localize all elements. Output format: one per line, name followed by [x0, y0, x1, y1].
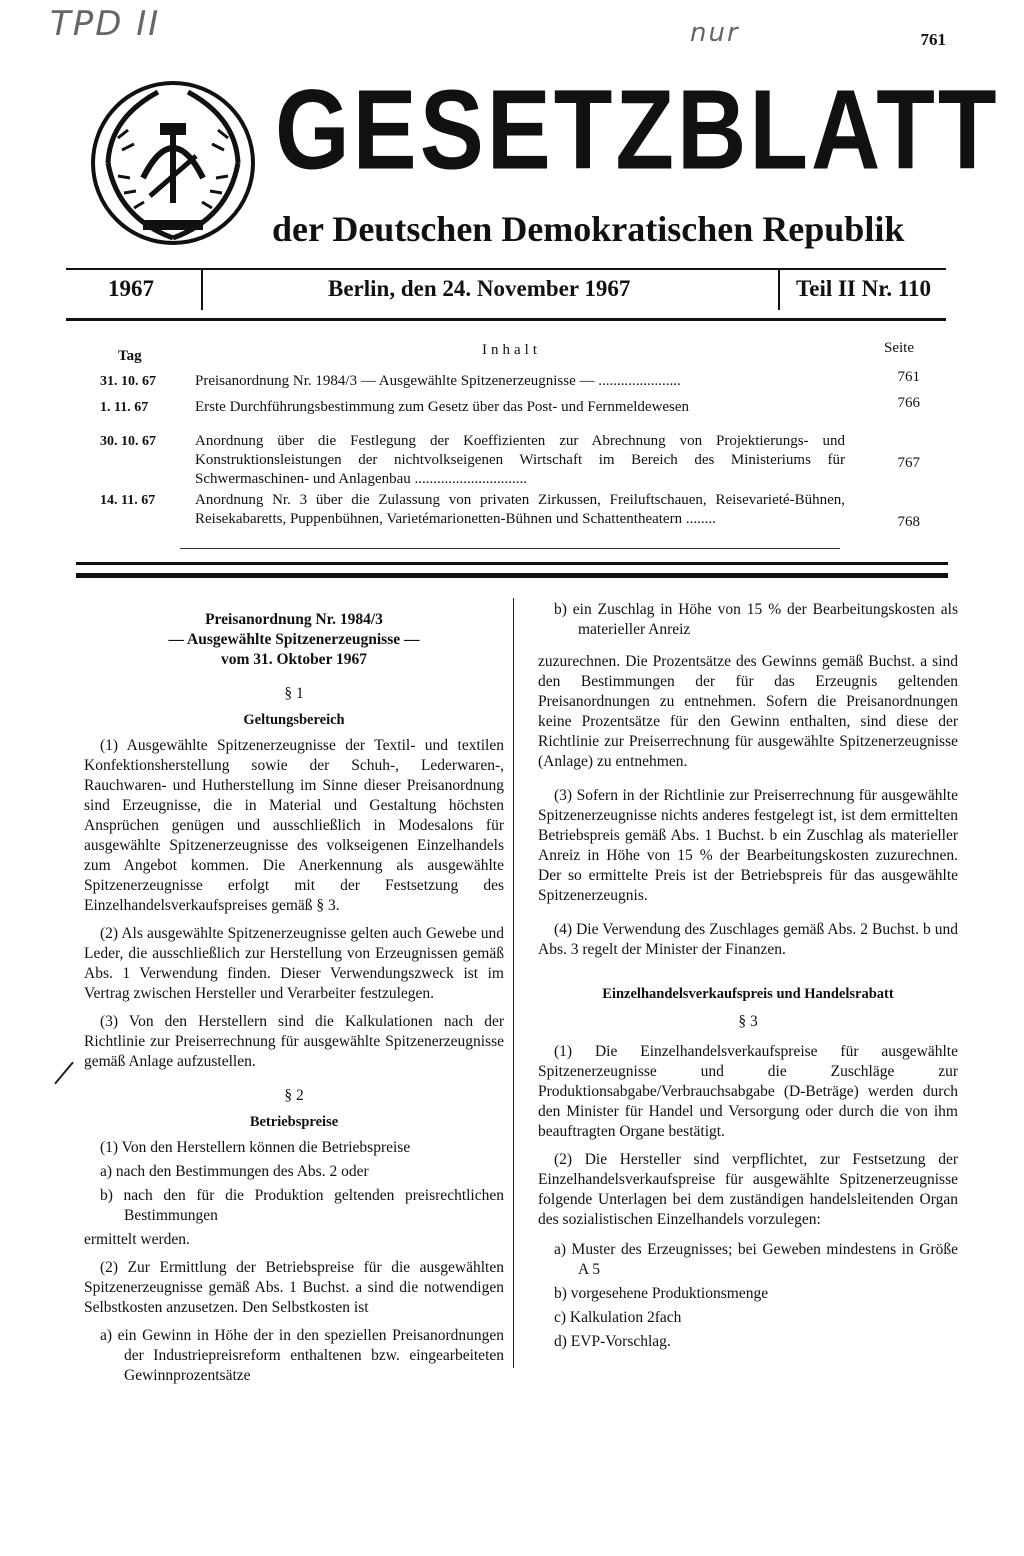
toc-col-day: Tag	[118, 348, 142, 364]
handwritten-note: TPD II	[50, 4, 161, 44]
column-divider	[513, 598, 514, 1368]
paragraph: (2) Zur Ermittlung der Betriebspreise für die ausgewählten Spitzenerzeugnisse gemäß Abs. 1 Buchst. a sind die notwendigen Selbstkosten anzusetzen. Den Selbstkosten ist	[84, 1259, 504, 1316]
paragraph: (3) Von den Herstellern sind die Kalkulationen nach der Richtlinie zur Preiserrechnung für ausgewählte Spitzenerzeugnisse gemäß Anlage aufzustellen.	[84, 1013, 504, 1070]
list-item: b) nach den für die Produktion geltenden preisrechtlichen Bestimmungen	[100, 1187, 504, 1224]
issue-year: 1967	[108, 276, 154, 301]
list-item: a) nach den Bestimmungen des Abs. 2 oder	[100, 1163, 369, 1180]
section-title: Betriebspreise	[249, 1114, 339, 1130]
masthead-subtitle: der Deutschen Demokratischen Republik	[272, 209, 905, 249]
handwritten-mark: nur	[690, 18, 740, 48]
list-item: b) ein Zuschlag in Höhe von 15 % der Bearbeitungskosten als materieller Anreiz	[554, 601, 958, 638]
list-item: d) EVP-Vorschlag.	[554, 1333, 671, 1350]
masthead-title: GESETZBLATT	[275, 66, 1000, 194]
double-rule	[76, 562, 948, 578]
paragraph: (1) Ausgewählte Spitzenerzeugnisse der Textil- und textilen Konfektionsherstellung sowie der Schuh-, Lederwaren-, Rauchwaren- und Hutherstellung im Sinne dieser Preisanordnung sind Erzeugnisse, die in Material und Gestaltung höchsten Ansprüchen genügen und ausschließlich in Modesalons für ausgewählte Spitzenerzeugnisse des volkseigenen Einzelhandels zum Angebot kommen. Die Anerkennung als ausgewählte Spitzenerzeugnisse erfolgt mit der Festsetzung des Einzelhandelsverkaufspreises gemäß § 3.	[84, 737, 504, 914]
issue-bar	[66, 268, 946, 321]
margin-mark	[54, 1062, 74, 1085]
left-column	[84, 610, 504, 1390]
heading: Preisanordnung Nr. 1984/3	[205, 611, 383, 628]
issue-date: Berlin, den 24. November 1967	[328, 276, 631, 301]
section-number: § 2	[284, 1087, 304, 1104]
paragraph: ermittelt werden.	[84, 1231, 190, 1248]
page-number: 761	[920, 30, 946, 49]
paragraph: (2) Als ausgewählte Spitzenerzeugnisse gelten auch Gewebe und Leder, die ausschließlich zur Herstellung von Erzeugnissen gemäß Abs. 1 Verwendung finden. Dieser Verwendungszweck ist im Vertrag zwischen Hersteller und Verarbeiter festzulegen.	[84, 925, 504, 1002]
section-number: § 1	[284, 685, 304, 702]
section-title: Geltungsbereich	[243, 712, 345, 728]
paragraph: (1) Die Einzelhandelsverkaufspreise für ausgewählte Spitzenerzeugnisse und die Zuschläge zur Produktionsabgabe/Verbrauchsabgabe (D-Beträge) werden durch den Minister für Handel und Versorgung oder durch die von ihm beauftragten Organe bestätigt.	[538, 1043, 958, 1140]
paragraph: (4) Die Verwendung des Zuschlages gemäß Abs. 2 Buchst. b und Abs. 3 regelt der Minister der Finanzen.	[538, 921, 958, 958]
heading: — Ausgewählte Spitzenerzeugnisse —	[168, 631, 420, 648]
right-column	[538, 600, 958, 1356]
list-item: c) Kalkulation 2fach	[554, 1309, 682, 1326]
section-number: § 3	[738, 1013, 758, 1030]
issue-number: Teil II Nr. 110	[796, 276, 932, 301]
list-item: b) vorgesehene Produktionsmenge	[554, 1285, 769, 1302]
list-item: a) Muster des Erzeugnisses; bei Geweben mindestens in Größe A 5	[554, 1241, 958, 1278]
paragraph: (3) Sofern in der Richtlinie zur Preiserrechnung für ausgewählte Spitzenerzeugnisse nichts anderes festgelegt ist, ist dem ermittelten Betriebspreis gemäß Abs. 1 Buchst. b ein Zuschlag als materieller Anreiz in Höhe von 15 % der Bearbeitungskosten zuzurechnen. Der so ermittelte Preis ist der Betriebspreis für das ausgewählte Spitzenerzeugnis.	[538, 787, 958, 904]
paragraph: (1) Von den Herstellern können die Betriebspreise	[100, 1139, 411, 1156]
paragraph: (2) Die Hersteller sind verpflichtet, zur Festsetzung der Einzelhandelsverkaufspreise für ausgewählte Spitzenerzeugnisse folgende Unterlagen bei dem zuständigen handelsleitenden Organ des sozialistischen Einzelhandels vorzulegen:	[538, 1151, 958, 1228]
heading: vom 31. Oktober 1967	[220, 651, 368, 668]
divider	[180, 548, 840, 549]
paragraph: zuzurechnen. Die Prozentsätze des Gewinns gemäß Buchst. a sind den Bestimmungen der für das Erzeugnis geltenden Preisanordnungen zu entnehmen. Sofern die Preisanordnungen keine Prozentsätze für den Gewinn enthalten, sind diese der Richtlinie zur Preiserrechnung für ausgewählte Spitzenerzeugnisse (Anlage) zu entnehmen.	[538, 653, 958, 770]
toc-col-page: Seite	[884, 340, 914, 356]
section-title: Einzelhandelsverkaufspreis und Handelsrabatt	[602, 986, 894, 1002]
state-emblem-icon	[88, 78, 258, 248]
toc-col-content: Inhalt	[482, 342, 541, 358]
list-item: a) ein Gewinn in Höhe der in den speziellen Preisanordnungen der Industriepreisreform enthaltenen bzw. eingearbeiteten Gewinnprozentsätze	[100, 1327, 504, 1384]
